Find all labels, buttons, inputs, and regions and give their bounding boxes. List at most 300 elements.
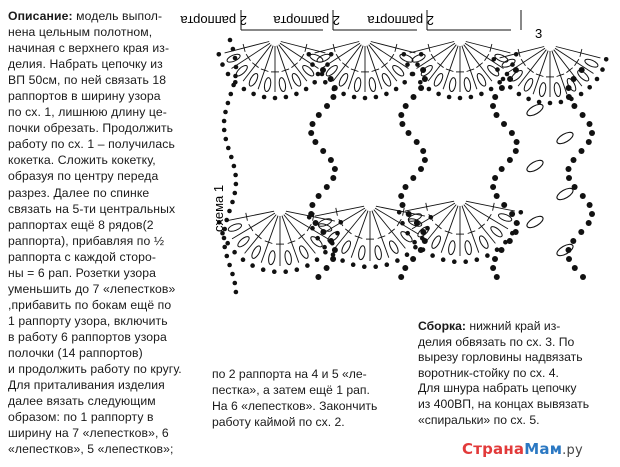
description-line: образуя по центру переда [8,169,159,184]
stitch-line [225,211,274,221]
chain-dot-bold [490,265,496,271]
chain-dot-bold [398,193,404,199]
chain-dot-bold [578,229,584,235]
edge-dot [233,281,238,286]
chain-dot [485,253,490,258]
assembly-line: из 400ВП, на концах вывязать [418,396,590,411]
edge-dot [223,110,228,115]
petal [411,53,426,64]
petal [555,242,575,258]
chain-dot [232,250,237,255]
stitch-line [405,201,454,211]
edge-dot [227,209,232,214]
chain-dot-bold [313,220,319,226]
petal [433,72,445,87]
petal [358,245,366,260]
stitch-line [465,43,504,68]
chain-dot [430,253,435,258]
chain-dot [519,210,524,215]
chain-dot [405,252,410,257]
chain-dot [604,57,609,62]
stitch-line [507,48,546,73]
chain-dot [312,80,317,85]
chain-dot-bold [580,112,586,118]
petal [291,72,303,87]
chain-dot [305,263,310,268]
chain-dot-bold [580,193,586,199]
chain-dot [323,80,328,85]
chain-dot [283,269,288,274]
description-line: Для приталивания изделия [8,378,165,393]
petal [584,58,599,69]
edge-dot [226,101,231,106]
crochet-chart [180,0,615,318]
chain-dot-bold [566,166,572,172]
petal [538,82,546,97]
description-line: нена цельным полотном, [8,25,153,40]
chain-dot-bold [316,112,322,118]
chain-dot-bold [310,121,316,127]
chain-dot-bold [513,229,519,235]
petal [525,102,545,118]
crossbar [575,59,579,66]
continuation-line: На 6 «лепестков». Закончить [212,399,378,413]
petal [430,235,442,250]
chain-dot [412,240,417,245]
description-line: уменьшить до 7 «лепестков» [8,281,176,296]
edge-dot [231,47,236,52]
chain-dot-bold [589,211,595,217]
crossbar [246,54,250,61]
crossbar [390,54,394,61]
chain-dot-bold [414,220,420,226]
chain-dot-bold [309,202,315,208]
petal [250,245,262,260]
stitch-line [410,42,455,53]
stitch-line [225,42,270,53]
petal [316,53,331,64]
chain-dot-bold [507,76,513,82]
description-line: раппорта), прибавляя по ½ [8,233,165,248]
chain-dot [415,62,420,67]
chain-dot [537,100,542,105]
chain-dot-bold [566,175,572,181]
chain-dot-bold [494,193,500,199]
chain-dot-bold [580,274,586,280]
chain-dot [242,87,247,92]
description-line: 1 раппорту узора, включить [8,313,168,328]
edge-dot [234,290,239,295]
edge-dot [233,191,238,196]
chain-dot-bold [308,211,314,217]
chain-dot-bold [514,139,520,145]
chain-dot-bold [398,112,404,118]
chain-dot [220,62,225,67]
crossbar [566,68,572,73]
chain-dot-bold [589,130,595,136]
chain-dot-bold [571,157,577,163]
petal [227,222,242,233]
description-line: «лепестков», 5 «лепестков»; [8,442,174,457]
chain-dot [452,259,457,264]
chain-dot-bold [398,274,404,280]
crossbar [381,63,387,68]
chain-dot [384,92,389,97]
petal [263,77,271,92]
stitch-line [232,43,271,68]
chain-dot [307,52,312,57]
chain-dot-bold [566,85,572,91]
edge-dot [222,236,227,241]
petal [298,245,310,260]
chain-dot [508,85,513,90]
description-line: раппортах ещё 8 рядов(2 [8,217,154,232]
stitch-line [555,48,594,73]
crossbar [252,63,258,68]
chain-dot-bold [499,166,505,172]
chain-dot-bold [418,85,424,91]
chain-dot [304,87,309,92]
chain-dot [548,101,553,106]
chain-dot-bold [410,175,416,181]
chain-dot-bold [320,67,326,73]
edge-dot [229,92,234,97]
chain-dot [436,92,441,97]
chain-dot-bold [587,121,593,127]
chain-dot [226,72,231,77]
chain-dot-bold [492,256,498,262]
chain-dot-bold [571,103,577,109]
crossbar [431,54,435,61]
chain-dot [400,221,405,226]
crossbar [291,63,297,68]
petal [284,250,292,265]
chain-dot-bold [312,139,318,145]
chain-dot [363,96,368,101]
chart-symbols [217,38,609,295]
chain-dot-bold [513,67,519,73]
chain-dot-bold [332,85,338,91]
chain-dot [501,77,506,82]
chain-dot [315,236,320,241]
chain-dot-bold [402,265,408,271]
chain-dot [405,231,410,236]
edge-dot [233,56,238,61]
description-line: по сх. 1, лишнюю длину це- [8,105,167,120]
chain-dot-bold [570,238,576,244]
edge-dot [229,155,234,160]
chain-dot [272,269,277,274]
edge-dot [226,146,231,151]
chain-dot-bold [328,157,334,163]
description-line: начиная с верхнего края из- [8,41,170,56]
corner-label: 3 [535,26,543,41]
edge-dot [228,38,233,43]
stitch-line [315,206,364,216]
petal [248,72,260,87]
continuation-line: по 2 раппорта на 4 и 5 «ле- [212,367,367,381]
chain-dot-bold [513,148,519,154]
chain-dot [526,97,531,102]
chain-dot [492,57,497,62]
chain-dot-bold [579,67,585,73]
edge-dot [230,200,235,205]
chain-dot [341,92,346,97]
chain-dot-bold [494,112,500,118]
chain-dot-bold [566,256,572,262]
description-line: разрез. Далее по спинке [8,185,150,200]
stitch-line [556,47,601,58]
petal [381,72,393,87]
chain-dot-bold [330,256,336,262]
watermark-part: Мам [524,440,563,458]
chain-dot [316,72,321,77]
chain-dot [447,95,452,100]
chain-dot-bold [507,157,513,163]
crossbar [487,214,491,221]
chain-dot [517,92,522,97]
chain-dot [402,52,407,57]
description-line: раппорта с каждой сторо- [8,249,157,264]
chain-dot-bold [420,148,426,154]
stitch-line [466,201,515,211]
crossbar [479,224,485,229]
chain-dot [463,259,468,264]
chain-dot-bold [420,67,426,73]
chain-dot-bold [422,76,428,82]
petal [399,53,414,64]
description-first-line [8,8,208,24]
chain-dot-bold [332,247,338,253]
stitch-line [466,42,511,53]
chain-dot-bold [571,76,577,82]
stitch-line [465,203,508,229]
chain-dot-bold [308,130,314,136]
crossbar [345,229,351,234]
chain-dot-bold [328,238,334,244]
chain-dot [559,100,564,105]
petal [268,250,276,265]
crossbar [389,229,395,234]
chain-dot [250,263,255,268]
chain-dot [294,92,299,97]
site-watermark [462,440,583,458]
petal [338,72,350,87]
description-line: ширину на 7 «лепестков», 6 [8,426,169,441]
description-line: в работу 6 раппортов узора [8,329,167,344]
chain-dot [469,95,474,100]
chain-dot-bold [406,211,412,217]
petal [476,72,488,87]
chain-dot [497,80,502,85]
crossbar [299,234,305,239]
chain-dot-bold [328,76,334,82]
chain-dot [295,267,300,272]
chain-dot-bold [492,175,498,181]
chain-dot [413,245,418,250]
petal [478,235,490,250]
description-line: кокетка. Сложить кокетку, [8,153,156,168]
petal [525,214,545,230]
chain-dot [352,95,357,100]
chain-dot-bold [399,121,405,127]
chain-dot-bold [411,94,417,100]
crossbar [336,54,340,61]
assembly-line: нижний край из- [469,319,561,333]
chain-dot-bold [332,166,338,172]
chain-dot-bold [320,229,326,235]
repeat-label-group [180,10,543,41]
chain-dot [458,96,463,101]
petal [525,158,545,174]
edge-dot [222,245,227,250]
description-line: полочки (14 раппортов) [8,345,143,360]
description-continuation [212,366,412,430]
chain-dot [284,95,289,100]
chain-dot-bold [494,274,500,280]
petal [494,53,509,64]
assembly-first-line [418,319,618,335]
chain-dot [489,87,494,92]
chain-dot-bold [422,238,428,244]
chain-dot-bold [418,247,424,253]
chain-dot [405,62,410,67]
description-line: почки обрезать. Продолжить [8,121,174,136]
description-line: модель выпол- [76,9,163,23]
stitch-line [315,42,360,53]
edge-dot [231,83,236,88]
edge-dot [233,173,238,178]
stitch-line [371,42,416,53]
stitch-line [322,43,361,68]
assembly-line: воротник-стойку по сх. 4. [418,365,559,380]
petal [523,77,535,92]
chain-dot-bold [330,175,336,181]
repeat-label: 2 раппорта [273,13,340,28]
chain-dot [241,257,246,262]
chain-dot [418,80,423,85]
chain-dot [351,262,356,267]
petal [374,245,382,260]
chain-dot [600,67,605,72]
petal [555,130,575,146]
scheme-label: схема 1 [211,184,226,232]
petal [463,77,471,92]
chain-dot-bold [316,193,322,199]
description-line: ,прибавить по бокам ещё по [8,297,172,312]
chain-dot [587,85,592,90]
chain-dot-bold [492,94,498,100]
petal [464,240,472,255]
petal [448,77,456,92]
chain-dot-bold [315,274,321,280]
petal [236,235,251,249]
assembly-line: делия обвязать по сх. 3. По [418,334,575,349]
chain-dot [251,92,256,97]
chain-dot-bold [586,220,592,226]
description-line: образом: по 1 раппорту в [8,410,154,425]
chain-dot-bold [403,103,409,109]
chain-dot-bold [330,94,336,100]
chain-dot [495,67,500,72]
chain-dot [225,241,230,246]
chain-dot-bold [572,265,578,271]
crossbar [476,63,482,68]
crossbar [255,234,261,239]
chain-dot-bold [501,202,507,208]
chain-dot [385,262,390,267]
chain-dot-bold [587,202,593,208]
assembly-line: вырезу горловины надвязать [418,350,583,365]
chain-dot [273,96,278,101]
chain-dot-bold [400,202,406,208]
edge-dot [233,74,238,79]
description-line: делия. Набрать цепочку из [8,57,163,72]
assembly-heading: Сборка: [418,319,466,333]
edge-dot [234,182,239,187]
chain-dot [310,62,315,67]
petal [448,240,456,255]
watermark-part: Страна [462,440,525,458]
petal [340,240,352,255]
chain-dot [217,52,222,57]
chain-dot-bold [410,256,416,262]
stitch-line [322,208,365,234]
petal [555,186,575,202]
chain-dot-bold [420,229,426,235]
continuation-line: пестка», а затем ещё 1 рап. [212,383,370,397]
chain-dot [397,210,402,215]
assembly-line: Для шнура набрать цепочку [418,381,577,396]
chain-dot [262,95,267,100]
chain-dot [362,264,367,269]
chain-dot [340,258,345,263]
chain-dot [595,77,600,82]
chain-dot-bold [514,220,520,226]
edge-dot [232,164,237,169]
chain-dot-bold [499,247,505,253]
chain-dot [411,72,416,77]
assembly-section [418,319,618,428]
crossbar [249,224,253,231]
petal [278,77,286,92]
stitch-line [232,213,275,239]
chain-dot [427,87,432,92]
petal [388,240,400,255]
chain-dot [373,264,378,269]
chain-dot-bold [418,166,424,172]
petal [353,77,361,92]
assembly-line: «спиральки» по сх. 5. [418,412,540,427]
chain-dot [310,226,315,231]
edge-dot [222,128,227,133]
crossbar [527,68,533,73]
chain-dot [394,87,399,92]
description-line: далее вязать следующим [8,394,156,409]
continuation-line: работу каймой по сх. 2. [212,415,345,429]
chain-dot-bold [509,130,515,136]
chain-dot [395,258,400,263]
petal [501,58,516,69]
chain-dot [402,80,407,85]
description-column [8,8,208,457]
edge-dot [222,119,227,124]
edge-dot [227,263,232,268]
description-line: работу по сх. 1 – получилась [8,137,175,152]
chain-dot-bold [414,139,420,145]
crossbar [300,54,304,61]
chain-dot-bold [406,130,412,136]
